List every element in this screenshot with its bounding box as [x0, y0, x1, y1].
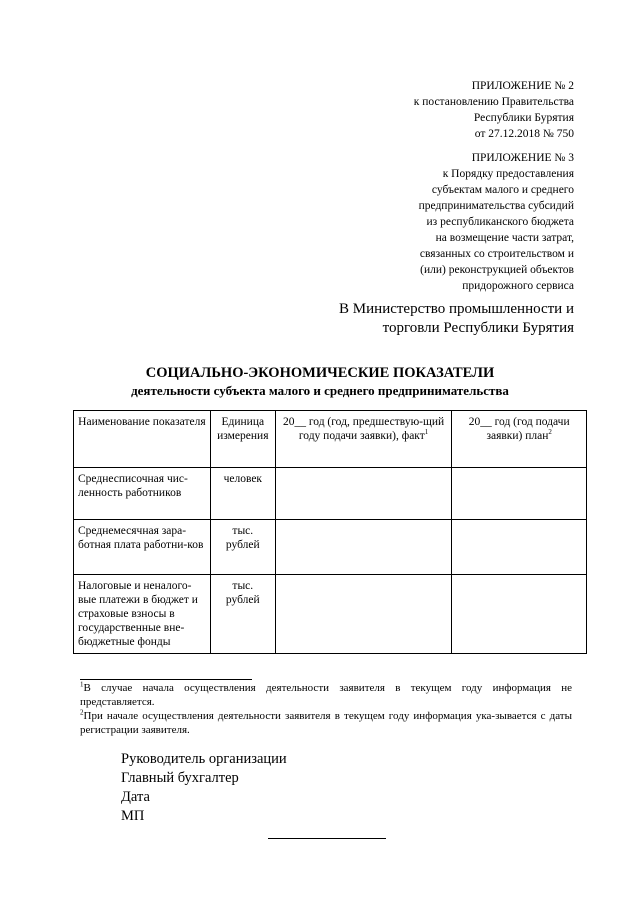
- header-current-year: [452, 411, 587, 468]
- header-indicator: Наименование показателя: [74, 411, 211, 468]
- appendix-2-line: Республики Бурятия: [473, 112, 574, 124]
- appendix-2-line: от 27.12.2018 № 750: [474, 128, 574, 140]
- signature-accountant: Главный бухгалтер: [121, 770, 239, 786]
- header-prior-year-label: 20__ год (год, предшествую-щий году подачи заявки), факт: [282, 416, 445, 442]
- header-current-year-label: 20__ год (год подачи заявки) план: [468, 416, 570, 442]
- footnote-divider: [80, 679, 252, 680]
- document-title: СОЦИАЛЬНО-ЭКОНОМИЧЕСКИЕ ПОКАЗАТЕЛИ: [145, 365, 495, 381]
- signature-seal: МП: [121, 808, 145, 824]
- appendix-3-line: субъектам малого и среднего: [431, 184, 574, 196]
- appendix-2-header: [414, 78, 574, 142]
- cell-fact[interactable]: [275, 520, 452, 575]
- cell-indicator: Среднемесячная зара-ботная плата работни-ков: [74, 520, 211, 575]
- signature-date: Дата: [121, 789, 150, 805]
- appendix-3-header: [419, 150, 574, 294]
- appendix-3-line: ПРИЛОЖЕНИЕ № 3: [471, 152, 574, 164]
- end-divider: [268, 838, 386, 839]
- cell-fact[interactable]: [275, 575, 452, 654]
- addressee-line: В Министерство промышленности и: [339, 301, 574, 317]
- cell-unit: человек: [210, 468, 275, 520]
- cell-plan[interactable]: [452, 575, 587, 654]
- appendix-3-line: придорожного сервиса: [462, 280, 574, 292]
- cell-unit: тыс. рублей: [210, 520, 275, 575]
- cell-indicator: Среднесписочная чис-ленность работников: [74, 468, 211, 520]
- footnote-mark: 2: [80, 708, 84, 717]
- cell-unit: тыс. рублей: [210, 575, 275, 654]
- appendix-3-line: (или) реконструкцией объектов: [420, 264, 574, 276]
- footnote-mark: 1: [80, 680, 84, 689]
- footnote-text: В случае начала осуществления деятельности заявителя в текущем году информация не представляется.: [80, 682, 572, 708]
- appendix-3-line: предпринимательства субсидий: [418, 200, 574, 212]
- footnote: [80, 681, 572, 709]
- appendix-3-line: из республиканского бюджета: [426, 216, 574, 228]
- footnote-ref-1: 1: [424, 428, 429, 437]
- cell-indicator: Налоговые и неналого-вые платежи в бюджет и страховые взносы в государственные вне-бюджетные фонды: [74, 575, 211, 654]
- table-row: [74, 520, 587, 575]
- signature-block: [121, 750, 287, 826]
- table-row: [74, 468, 587, 520]
- indicators-table: [73, 410, 587, 654]
- cell-plan[interactable]: [452, 468, 587, 520]
- appendix-2-line: ПРИЛОЖЕНИЕ № 2: [471, 80, 574, 92]
- table-header-row: [74, 411, 587, 468]
- cell-fact[interactable]: [275, 468, 452, 520]
- table-row: [74, 575, 587, 654]
- header-unit: Единица измерения: [210, 411, 275, 468]
- cell-plan[interactable]: [452, 520, 587, 575]
- document-subtitle: деятельности субъекта малого и среднего предпринимательства: [131, 383, 509, 398]
- addressee: [339, 300, 574, 338]
- footnote: [80, 709, 572, 737]
- footnotes: [80, 681, 572, 737]
- addressee-line: торговли Республики Бурятия: [382, 320, 574, 336]
- signature-head: Руководитель организации: [121, 751, 287, 767]
- appendix-3-line: на возмещение части затрат,: [435, 232, 574, 244]
- footnote-ref-2: 2: [548, 428, 552, 437]
- appendix-3-line: к Порядку предоставления: [442, 168, 574, 180]
- appendix-2-line: к постановлению Правительства: [413, 96, 574, 108]
- appendix-3-line: связанных со строительством и: [419, 248, 574, 260]
- footnote-text: При начале осуществления деятельности заявителя в текущем году информация ука-зывается с даты регистрации заявителя.: [80, 710, 572, 736]
- header-prior-year: [275, 411, 452, 468]
